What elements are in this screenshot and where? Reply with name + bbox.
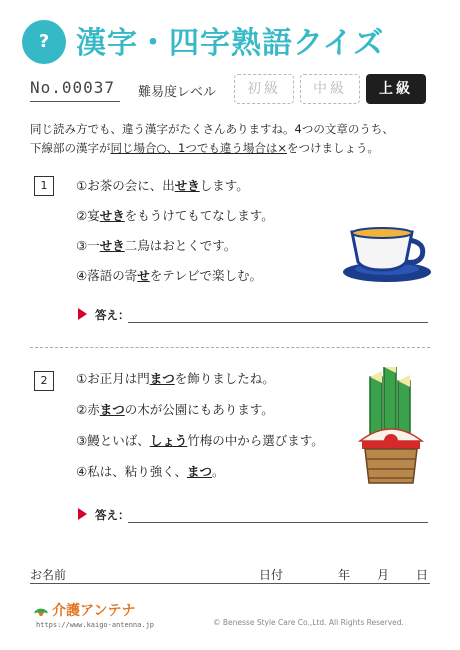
instructions-text: をつけましょう。 <box>287 141 379 155</box>
section-divider <box>30 347 430 348</box>
year-label: 年 <box>338 568 351 582</box>
answer-arrow-icon <box>78 308 87 320</box>
level-advanced: 上級 <box>366 74 426 104</box>
question-1-item-4: ④落語の寄せをテレビで楽しむ。 <box>76 268 262 283</box>
instructions-line-1: 同じ読み方でも、違う漢字がたくさんありますね。4つの文章のうち、 <box>30 122 394 136</box>
copyright-text: © Benesse Style Care Co.,Ltd. All Rights Reserved. <box>213 618 404 627</box>
instructions <box>30 120 435 158</box>
question-1-answer-field[interactable] <box>128 322 428 323</box>
kadomatsu-icon <box>356 367 426 485</box>
quiz-number-underline <box>30 101 120 102</box>
teacup-icon <box>340 222 435 284</box>
name-label: お名前 <box>30 568 67 582</box>
quiz-logo-icon <box>22 20 66 64</box>
month-label: 月 <box>377 568 390 582</box>
answer-arrow-icon <box>78 508 87 520</box>
question-2-item-1: ①お正月は門まつを飾りましたね。 <box>76 371 275 386</box>
instructions-line-2 <box>30 139 435 158</box>
name-date-field-line[interactable] <box>30 583 430 584</box>
page-title: 漢字・四字熟語クイズ <box>76 26 385 61</box>
question-1-answer-label: 答え： <box>95 308 130 322</box>
instructions-text: 下線部の漢字が <box>30 141 111 155</box>
quiz-number: No.00037 <box>30 78 116 97</box>
question-2-answer-label: 答え： <box>95 508 130 522</box>
question-2-item-2: ②赤まつの木が公園にもあります。 <box>76 402 274 417</box>
level-beginner: 初級 <box>234 74 294 104</box>
question-2-item-4: ④私は、粘り強く、まつ。 <box>76 464 225 479</box>
question-2-item-3: ③鰻といば、しょう竹梅の中から選びます。 <box>76 433 324 448</box>
level-intermediate: 中級 <box>300 74 360 104</box>
question-2-number: 2 <box>34 371 54 391</box>
question-1-item-3: ③一せき二鳥はおとくです。 <box>76 238 237 253</box>
question-1-item-1: ①お茶の会に、出せきします。 <box>76 178 249 193</box>
antenna-logo-icon <box>32 601 50 619</box>
difficulty-label: 難易度レベル <box>138 85 217 100</box>
date-label: 日付 <box>259 568 284 582</box>
question-2-answer-field[interactable] <box>128 522 428 523</box>
logo-text: ? <box>38 31 50 52</box>
brand-name: 介護アンテナ <box>52 603 136 619</box>
instructions-emphasis: 同じ場合○、1つでも違う場合は× <box>110 141 287 155</box>
day-label: 日 <box>416 568 429 582</box>
brand-url[interactable]: https://www.kaigo-antenna.jp <box>36 621 155 629</box>
question-1-item-2: ②宴せきをもうけてもてなします。 <box>76 208 274 223</box>
question-1-number: 1 <box>34 176 54 196</box>
